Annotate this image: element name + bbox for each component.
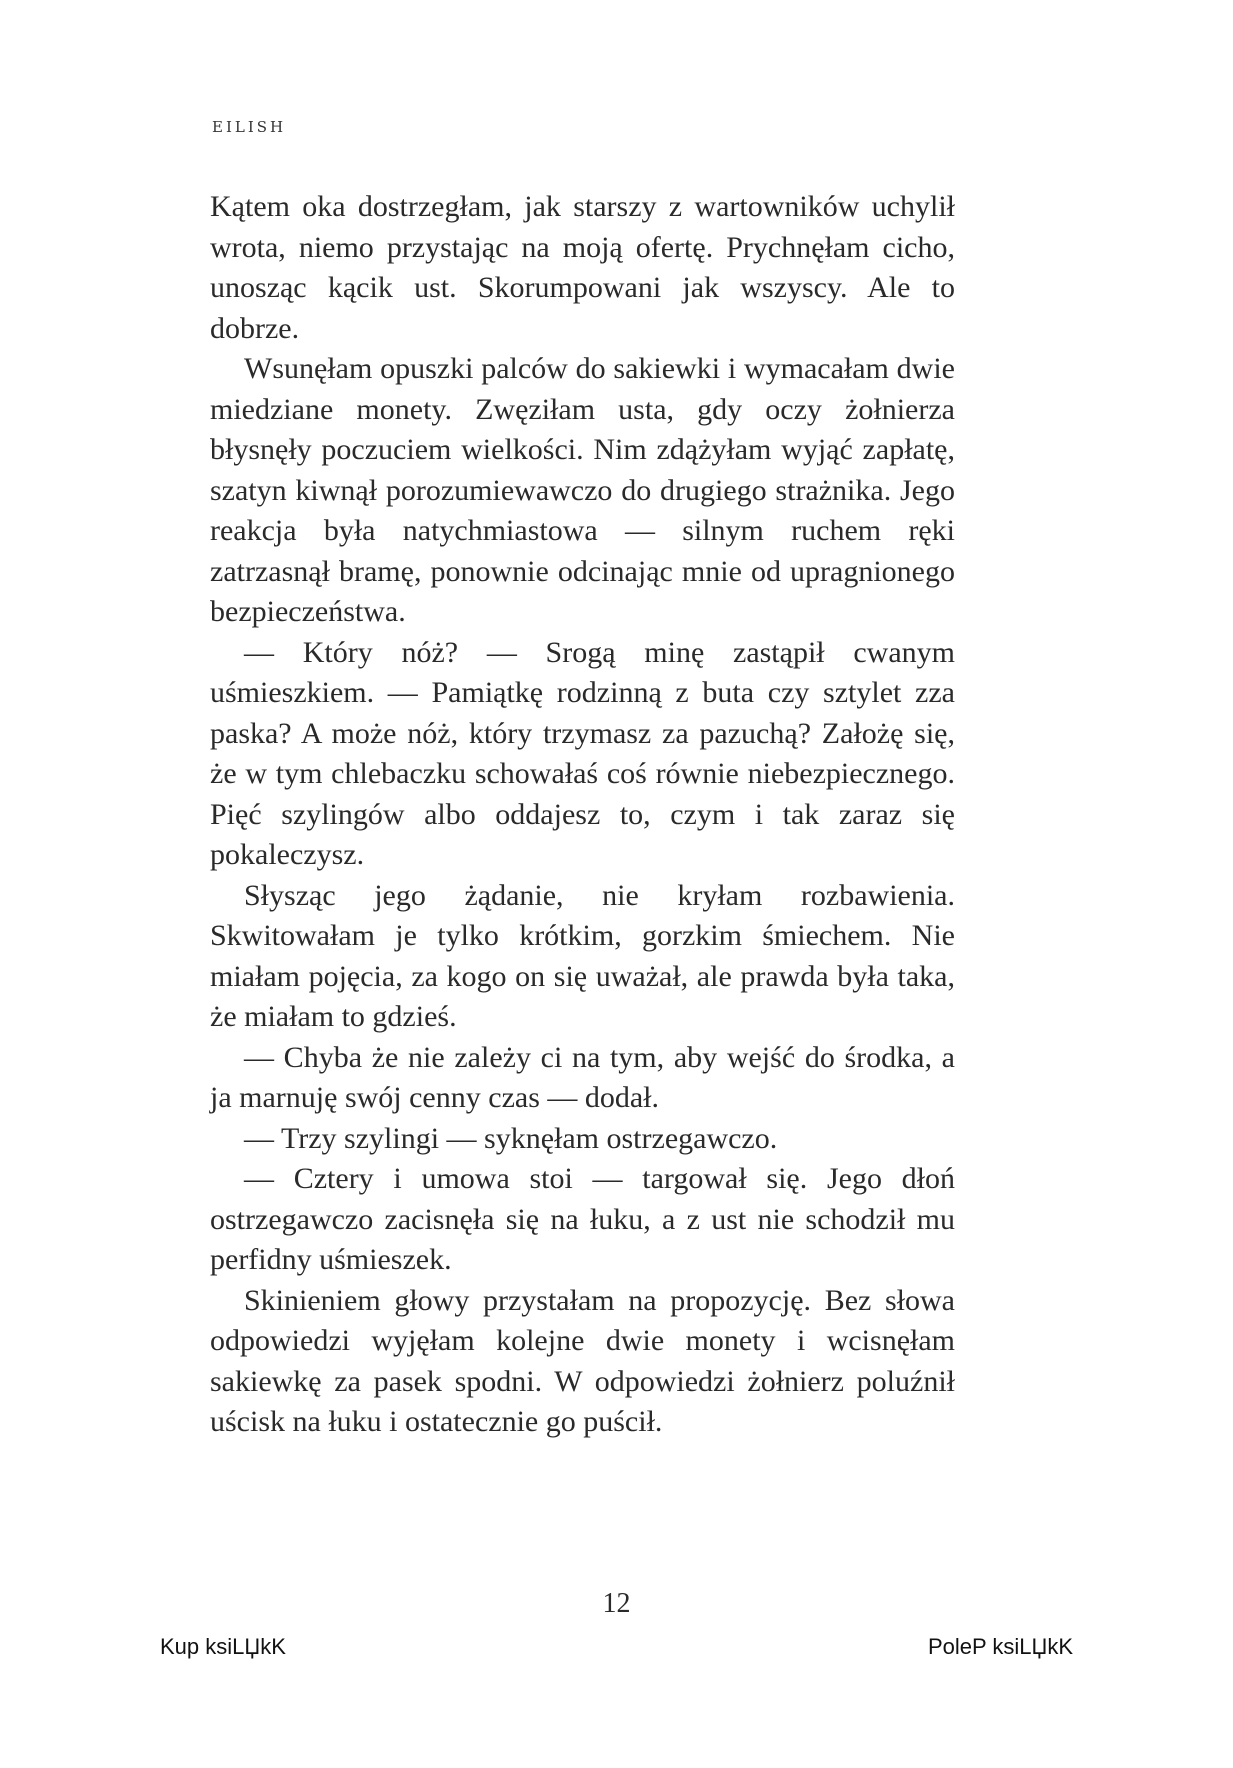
- paragraph: — Chyba że nie zależy ci na tym, aby wejść do środka, a ja marnuję swój cenny czas — dodał.: [210, 1040, 955, 1114]
- recommend-book-link[interactable]: PoleP ksiLЏkK: [927, 1634, 1073, 1659]
- buy-book-link[interactable]: Kup ksiLЏkK: [160, 1634, 286, 1659]
- page-number: 12: [602, 1588, 631, 1619]
- body-text: [210, 187, 955, 1443]
- running-head: EILISH: [212, 118, 287, 136]
- paragraph: — Cztery i umowa stoi — targował się. Jego dłoń ostrzegawczo zacisnęła się na łuku, a z ust nie schodził mu perfidny uśmieszek.: [210, 1162, 955, 1276]
- paragraph: Wsunęłam opuszki palców do sakiewki i wymacałam dwie miedziane monety. Zwęziłam usta, gdy oczy żołnierza błysnęły poczuciem wielkości. Nim zdążyłam wyjąć zapłatę, szatyn kiwnął porozumiewawczo do drugiego strażnika. Jego reakcja była natychmiastowa — silnym ruchem ręki zatrzasnął bramę, ponownie odcinając mnie od upragnionego bezpieczeństwa.: [210, 352, 955, 628]
- paragraph: — Trzy szylingi — syknęłam ostrzegawczo.: [244, 1121, 778, 1155]
- paragraph: Kątem oka dostrzegłam, jak starszy z wartowników uchylił wrota, niemo przystając na moją ofertę. Prychnęłam cicho, unosząc kącik ust. Skorumpowani jak wszyscy. Ale to dobrze.: [210, 190, 955, 345]
- paragraph: Słysząc jego żądanie, nie kryłam rozbawienia. Skwitowałam je tylko krótkim, gorzkim śmiechem. Nie miałam pojęcia, za kogo on się uważał, ale prawda była taka, że miałam to gdzieś.: [210, 878, 955, 1033]
- paragraph: — Który nóż? — Srogą minę zastąpił cwanym uśmieszkiem. — Pamiątkę rodzinną z buta czy sztylet zza paska? A może nóż, który trzymasz za pazuchą? Założę się, że w tym chlebaczku schowałaś coś równie niebezpiecznego. Pięć szylingów albo oddajesz to, czym i tak zaraz się pokaleczysz.: [210, 635, 955, 871]
- paragraph: Skinieniem głowy przystałam na propozycję. Bez słowa odpowiedzi wyjęłam kolejne dwie monety i wcisnęłam sakiewkę za pasek spodni. W odpowiedzi żołnierz poluźnił uścisk na łuku i ostatecznie go puścił.: [210, 1283, 955, 1438]
